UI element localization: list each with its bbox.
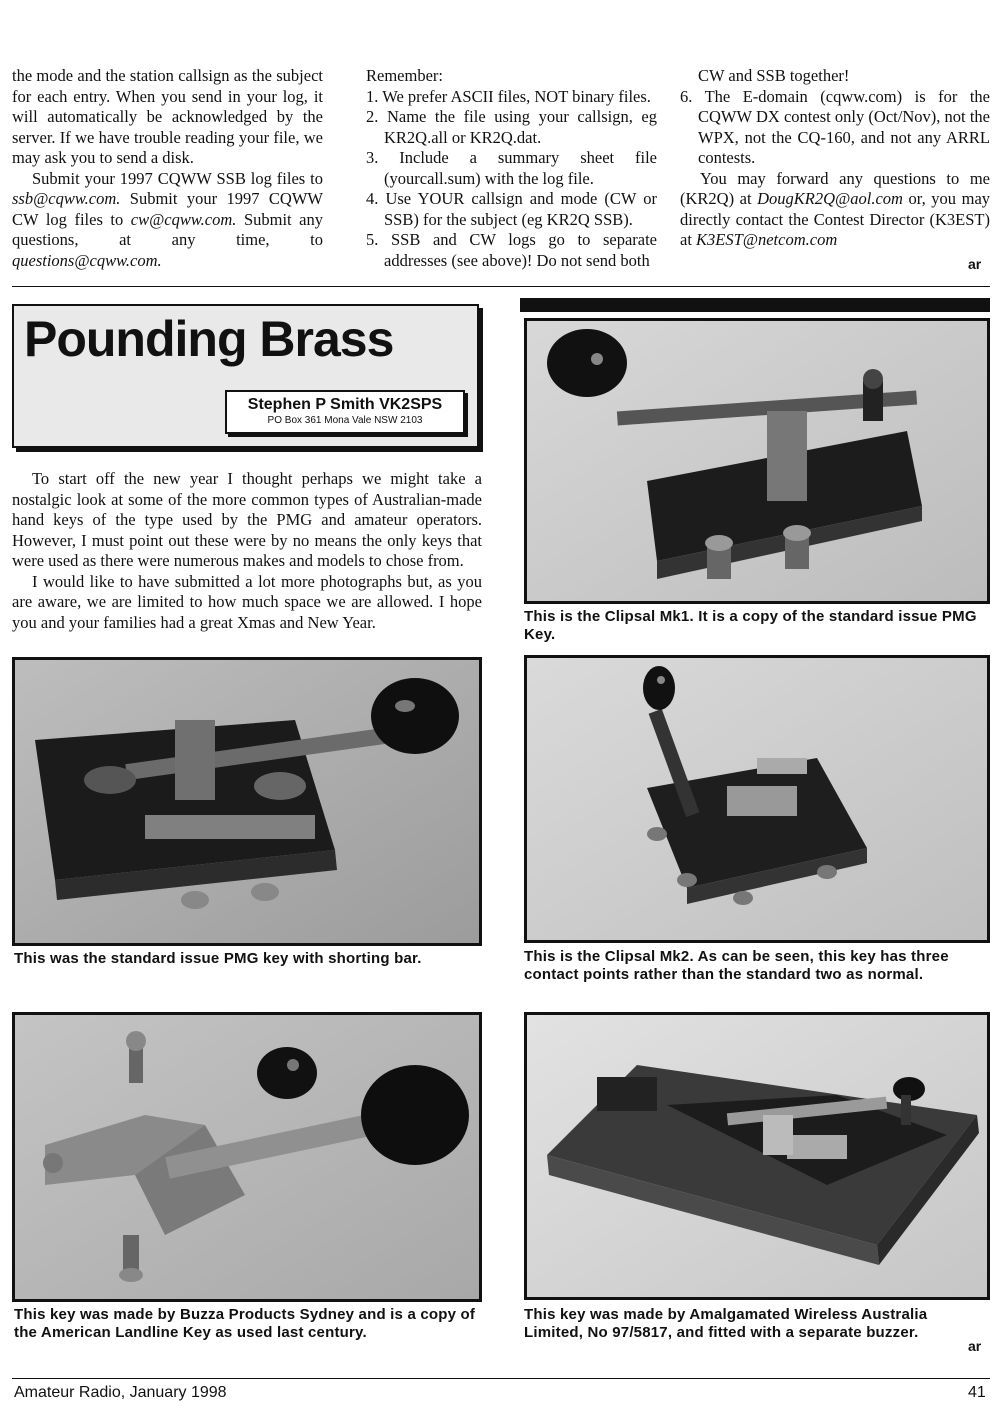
list-continuation: CW and SSB together!: [698, 66, 850, 85]
remember-heading: Remember:: [366, 66, 443, 85]
byline-box: [225, 390, 465, 434]
buzza-key-image: [15, 1015, 479, 1299]
end-mark-top: ar: [968, 256, 982, 272]
list-item: 5. SSB and CW logs go to separate addresses (see above)! Do not send both: [366, 230, 657, 270]
page-number: 41: [968, 1384, 986, 1401]
caption-clipsal-mk1: This is the Clipsal Mk1. It is a copy of the standard issue PMG Key.: [524, 608, 977, 643]
k3est-email-link[interactable]: K3EST@netcom.com: [696, 230, 838, 249]
ssb-email-link[interactable]: ssb@cqww.com.: [12, 189, 121, 208]
end-mark-article: ar: [968, 1338, 982, 1354]
awa-key-image: [527, 1015, 987, 1297]
article-title-box: [12, 304, 479, 448]
col1-paragraph-1: the mode and the station callsign as the subject for each entry. When you send in your log, it will automatically be acknowledged by the server. If we have trouble reading your file, we may ask you to send a disk.: [12, 66, 323, 167]
questions-email-link[interactable]: questions@cqww.com.: [12, 250, 162, 270]
list-item-6: 6. The E-domain (cqww.com) is for the CQWW DX contest only (Oct/Nov), not the WPX, not the CQ-160, and not any ARRL contests.: [680, 86, 990, 167]
clipsal-mk2-image: [527, 658, 987, 940]
author-address: PO Box 361 Mona Vale NSW 2103: [267, 415, 423, 426]
list-item: 2. Name the file using your callsign, eg KR2Q.all or KR2Q.dat.: [366, 107, 657, 147]
footer-publication: Amateur Radio, January 1998: [14, 1384, 227, 1401]
cw-email-link[interactable]: cw@cqww.com.: [130, 209, 237, 229]
top-column-2: [366, 66, 657, 271]
col3-paragraph: You may forward any questions to me (KR2Q) at DougKR2Q@aol.com or, you may directly contact the Contest Director (K3EST) at K3EST@netcom.com: [680, 168, 991, 249]
list-item: 3. Include a summary sheet file (yourcall.sum) with the log file.: [366, 148, 657, 188]
dougkr2q-email-link[interactable]: DougKR2Q@aol.com: [757, 189, 903, 208]
list-item: 4. Use YOUR callsign and mode (CW or SSB) for the subject (eg KR2Q SSB).: [366, 189, 657, 229]
caption-awa-key: This key was made by Amalgamated Wireless Australia Limited, No 97/5817, and fitted with a separate buzzer.: [524, 1306, 928, 1341]
photo-awa-key: [524, 1012, 990, 1300]
photo-column-bar: [520, 298, 990, 312]
footer-rule: [12, 1378, 990, 1379]
article-body: [12, 469, 482, 633]
article-title: Pounding Brass: [24, 311, 394, 367]
col1-paragraph-2: Submit your 1997 CQWW SSB log files to ssb@cqww.com. Submit your 1997 CQWW CW log files to cw@cqww.com. Submit any questions, at any time, to questions@cqww.com.: [12, 168, 324, 270]
list-item: 1. We prefer ASCII files, NOT binary files.: [366, 86, 651, 106]
photo-pmg-key: [12, 657, 482, 946]
article-paragraph-2: I would like to have submitted a lot more photographs but, as you are aware, we are limited to how much space we are allowed. I hope you and your families had a great Xmas and New Year.: [12, 571, 482, 632]
top-column-1: [12, 66, 323, 271]
clipsal-mk1-image: [527, 321, 987, 601]
remember-list: [366, 87, 657, 272]
photo-clipsal-mk2: [524, 655, 990, 943]
caption-buzza-key: This key was made by Buzza Products Sydney and is a copy of the American Landline Key as used last century.: [14, 1306, 476, 1341]
photo-buzza-key: [12, 1012, 482, 1302]
photo-clipsal-mk1: [524, 318, 990, 604]
top-column-3: [680, 66, 990, 251]
article-paragraph-1: To start off the new year I thought perhaps we might take a nostalgic look at some of the more common types of Australian-made hand keys of the type used by the PMG and amateur operators. However, I must point out these were by no means the only keys that were used as there were numerous makes and models to chose from.: [12, 469, 482, 570]
caption-clipsal-mk2: This is the Clipsal Mk2. As can be seen, this key has three contact points rather than the standard two as normal.: [524, 948, 949, 983]
pmg-key-image: [15, 660, 479, 943]
section-divider: [12, 286, 990, 287]
author-name: Stephen P Smith VK2SPS: [247, 396, 443, 413]
caption-pmg-key: This was the standard issue PMG key with shorting bar.: [14, 950, 422, 967]
